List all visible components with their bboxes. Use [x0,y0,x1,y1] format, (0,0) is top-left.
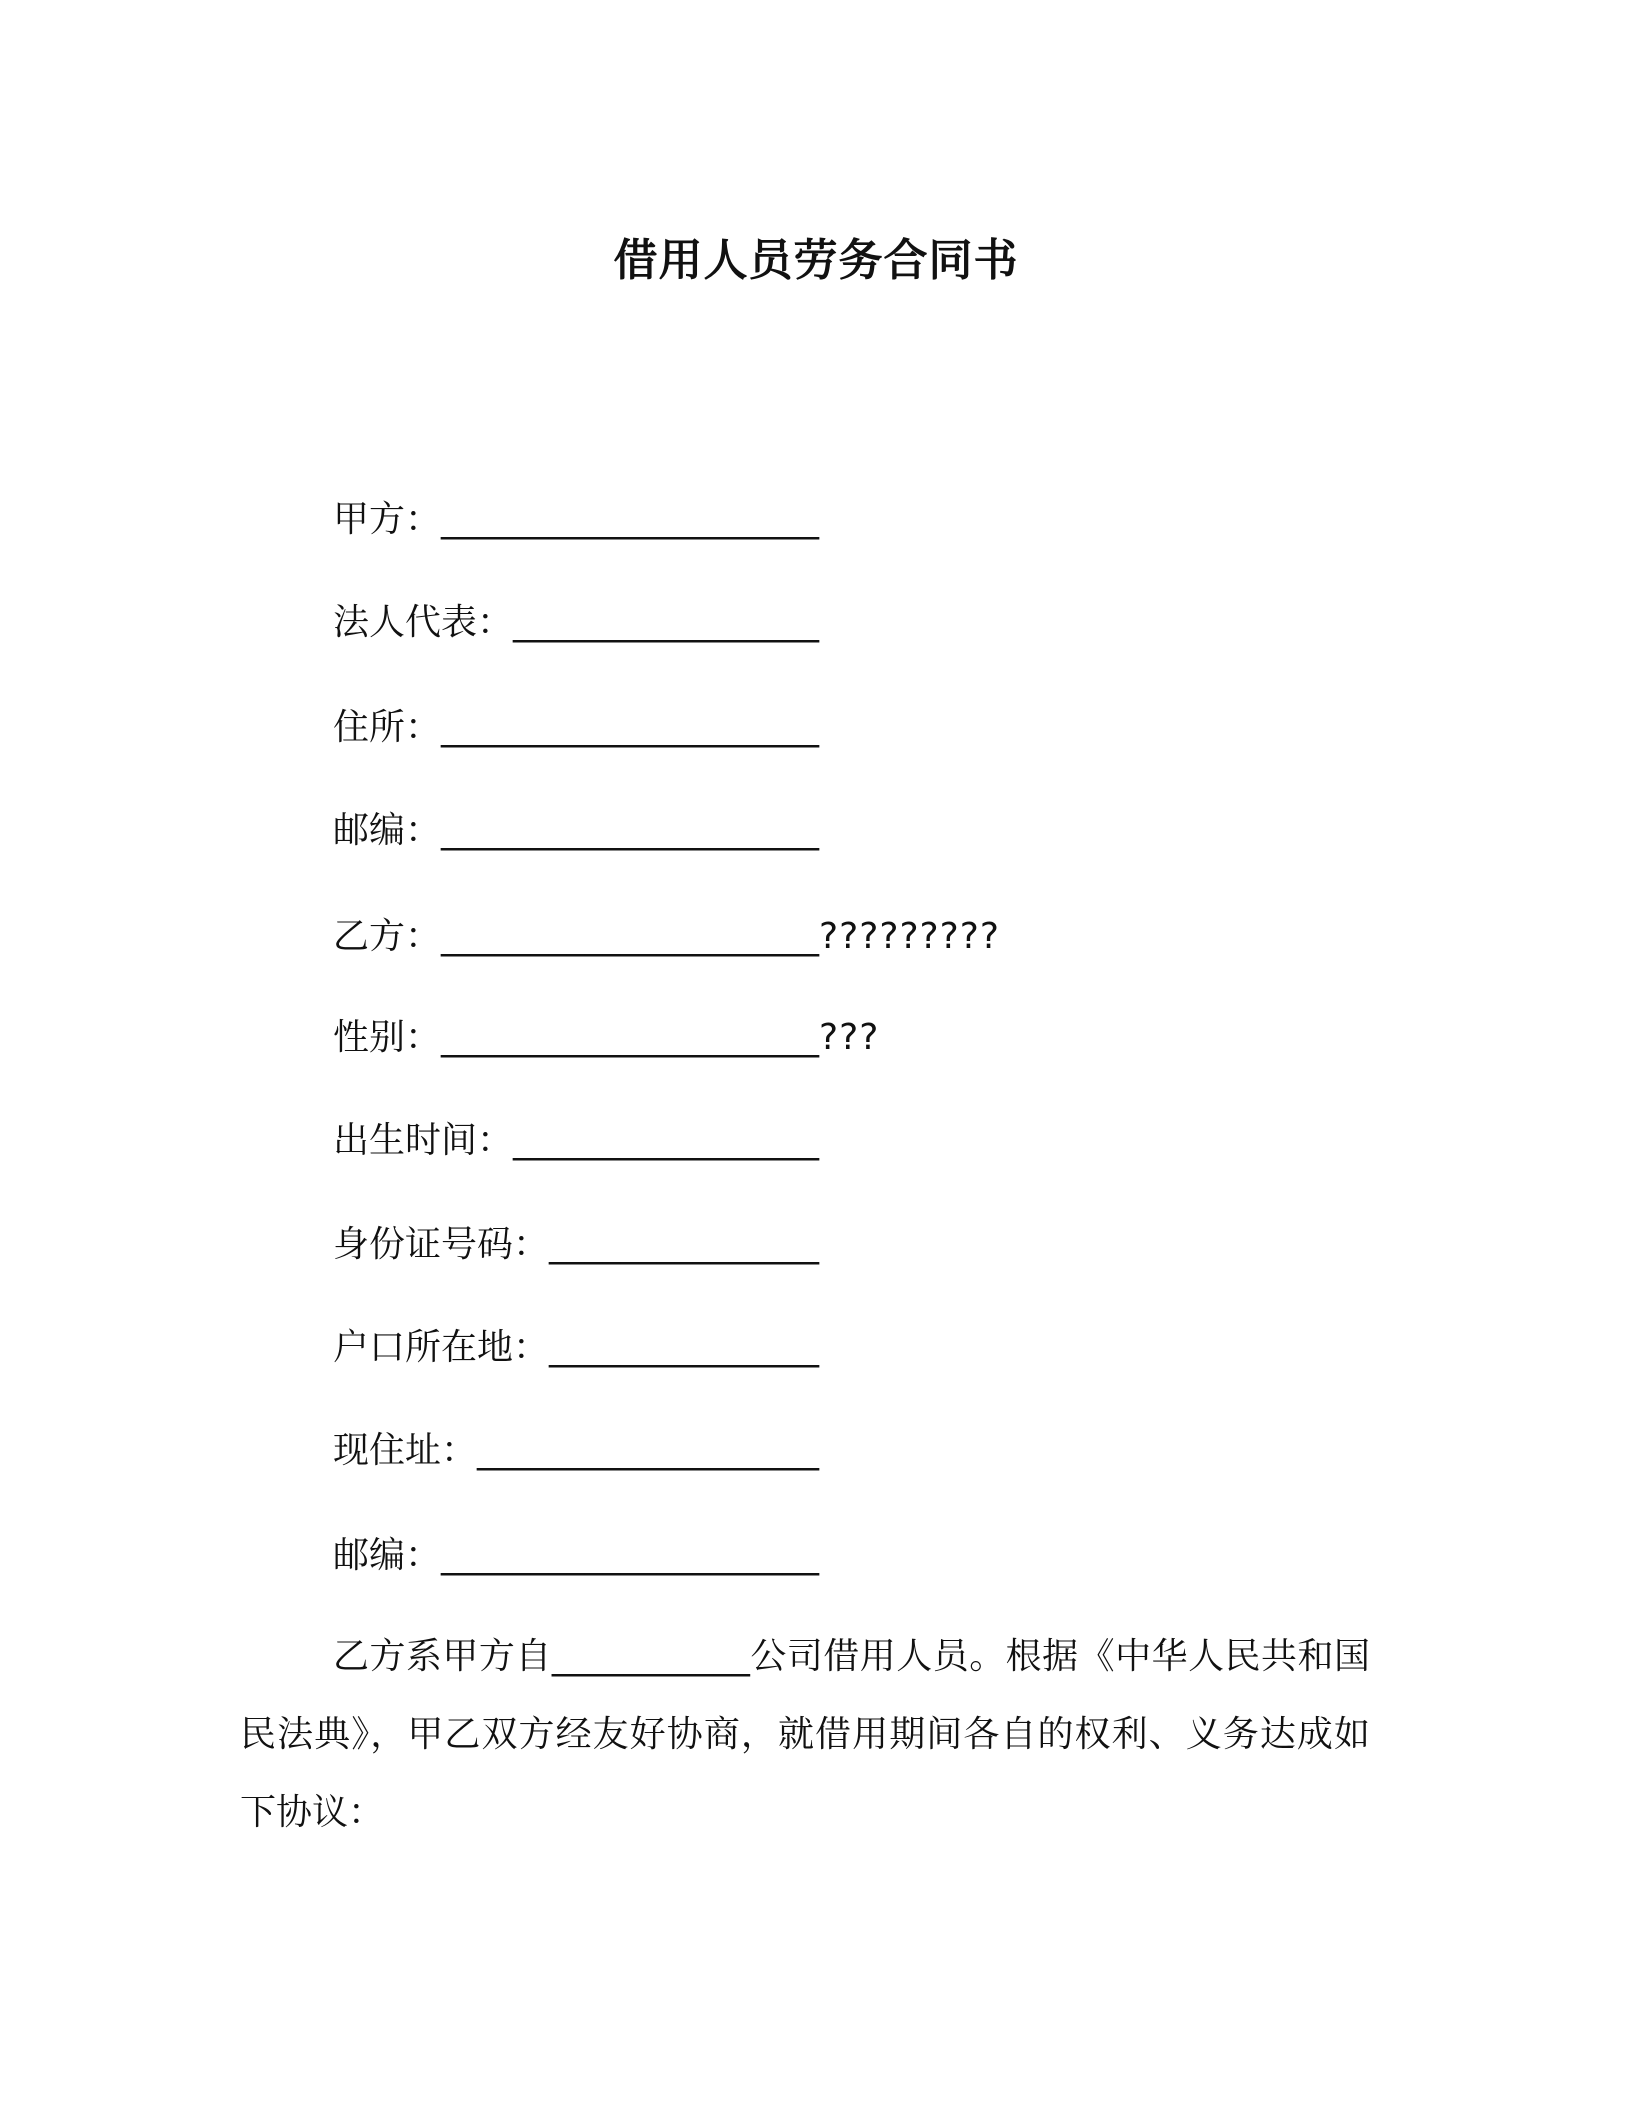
field-party-b [333,914,1000,960]
field-label: 法人代表： [333,602,514,643]
field-label: 身份证号码： [333,1224,550,1265]
field-postcode-b [333,1533,819,1579]
blank-line: _____________________ [441,810,820,851]
blank-line: _________________ [513,1120,820,1161]
blank-line: _____________________ [441,1017,820,1058]
field-label: 甲方： [333,499,442,540]
field-gender [333,1015,879,1061]
field-label: 乙方： [333,916,442,957]
field-postcode-a [333,808,819,854]
field-label: 邮编： [333,810,442,851]
document-title: 借用人员劳务合同书 [613,235,1019,286]
blank-line: _______________ [549,1224,820,1265]
blank-line: _____________________ [441,707,820,748]
field-birth-date [333,1118,819,1164]
blank-line: _____________________ [441,916,820,957]
blank-line: ___________________ [477,1430,820,1471]
field-current-address [333,1428,819,1474]
field-label: 出生时间： [333,1120,514,1161]
field-residence [333,705,819,751]
field-label: 性别： [333,1017,442,1058]
field-suffix: ????????? [819,916,1000,957]
field-label: 住所： [333,707,442,748]
intro-paragraph: 乙方系甲方自___________公司借用人员。根据《中华人民共和国民法典》，甲乙双方经友好协商，就借用期间各自的权利、义务达成如下协议： [240,1636,1370,1833]
field-party-a [333,497,819,543]
field-label: 户口所在地： [333,1327,550,1368]
field-suffix: ??? [819,1017,880,1058]
field-household-registration [333,1325,819,1371]
field-legal-representative [333,600,819,646]
blank-line: _________________ [513,602,820,643]
field-id-number [333,1222,819,1268]
field-label: 邮编： [333,1535,442,1576]
field-label: 现住址： [333,1430,478,1471]
blank-line: _____________________ [441,499,820,540]
blank-line: _______________ [549,1327,820,1368]
blank-line: _____________________ [441,1535,820,1576]
